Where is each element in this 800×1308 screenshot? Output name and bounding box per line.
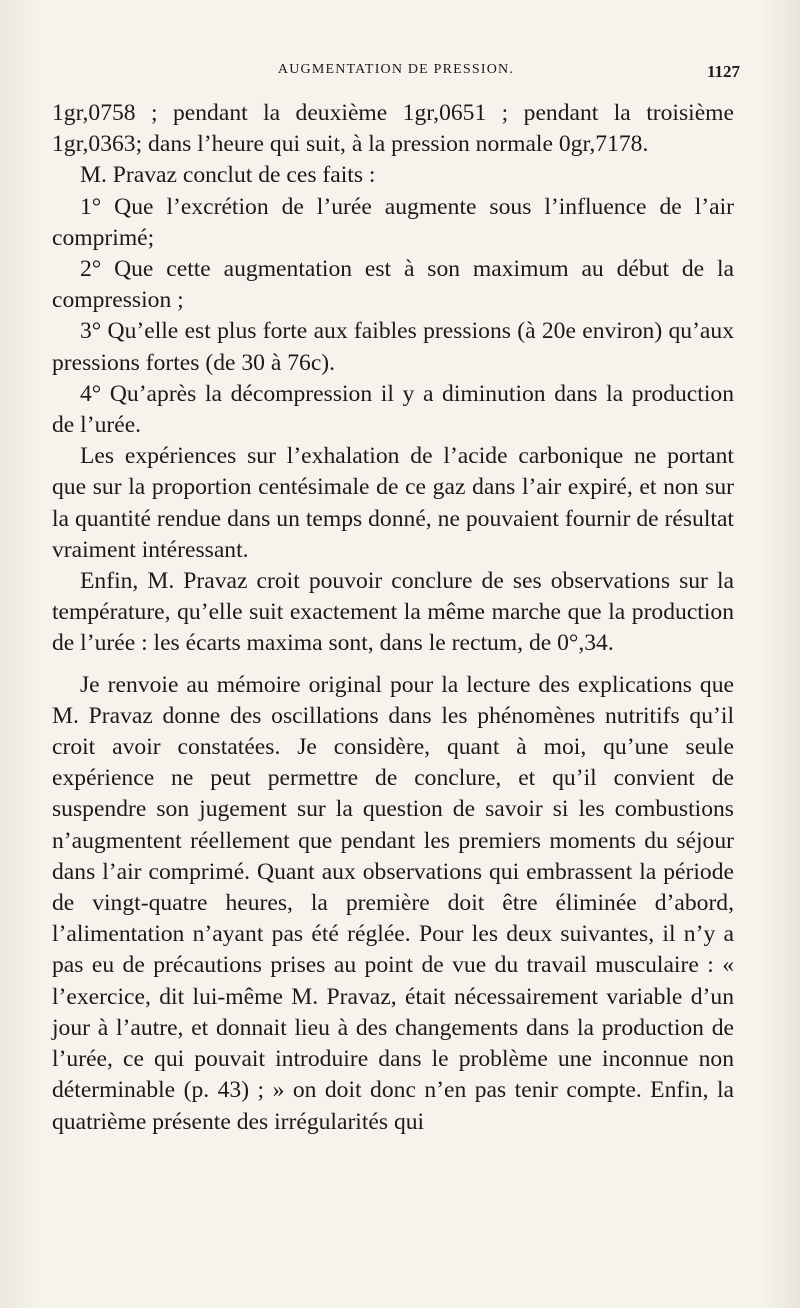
paragraph: 1° Que l’excrétion de l’urée augmente sous l’influence de l’air comprimé;	[52, 193, 734, 251]
paragraph: 4° Qu’après la décompression il y a diminution dans la production de l’urée.	[52, 380, 734, 439]
page-number: 1127	[706, 62, 740, 81]
paragraph: Enfin, M. Pravaz croit pouvoir conclure de ses observations sur la température, qu’elle suit exactement la même marche que la production de l’urée : les écarts maxima sont, dans le rectum, de 0°,34.	[52, 568, 734, 657]
body-text	[52, 98, 734, 1138]
paragraph: 2° Que cette augmentation est à son maximum au début de la compression ;	[52, 256, 734, 314]
paragraph: 3° Qu’elle est plus forte aux faibles pressions (à 20e environ) qu’aux pressions fortes (de 30 à 76c).	[52, 318, 734, 376]
paragraph: Les expériences sur l’exhalation de l’acide carbonique ne portant que sur la proportion centésimale de ce gaz dans l’air expiré, et non sur la quantité rendue dans un temps donné, ne pouvaient fournir de résultat vraiment intéressant.	[52, 443, 734, 563]
paragraph: Je renvoie au mémoire original pour la lecture des explications que M. Pravaz donne des oscillations dans les phénomènes nutritifs qu’il croit avoir constatées. Je considère, quant à moi, qu’une seule expérience ne peut permettre de conclure, et qu’il convient de suspendre son jugement sur la question de savoir si les combustions n’augmentent réellement que pendant les premiers moments du séjour dans l’air comprimé. Quant aux observations qui embrassent la période de vingt-quatre heures, la première doit être éliminée d’abord, l’alimentation n’ayant pas été réglée. Pour les deux suivantes, il n’y a pas eu de précautions prises au point de vue du travail musculaire : « l’exercice, dit lui-même M. Pravaz, était nécessairement variable d’un jour à l’autre, et donnait lieu à des changements dans la production de l’urée, ce qui pouvait introduire dans le problème une inconnue non déterminable (p. 43) ; » on doit donc n’en pas tenir compte. Enfin, la quatrième présente des irrégularités qui	[52, 671, 734, 1135]
running-head: AUGMENTATION DE PRESSION.	[277, 62, 515, 77]
page-header	[52, 62, 740, 92]
paragraph: 1gr,0758 ; pendant la deuxième 1gr,0651 ; pendant la troisième 1gr,0363; dans l’heure qui suit, à la pression normale 0gr,7178.	[52, 100, 734, 158]
paragraph: M. Pravaz conclut de ces faits :	[80, 162, 376, 189]
